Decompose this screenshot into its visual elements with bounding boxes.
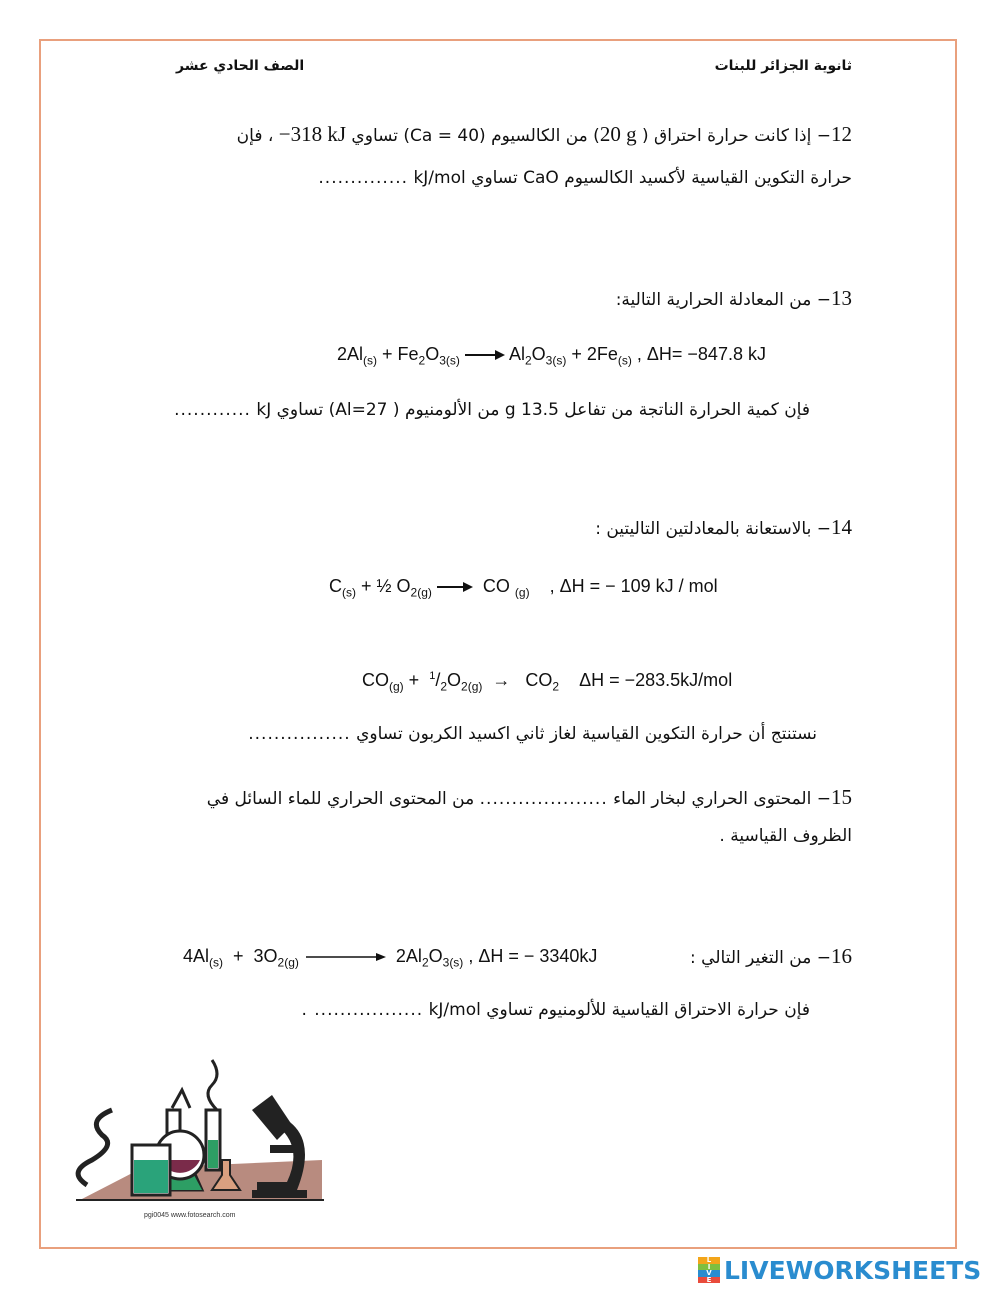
equation-14a: $C_{(s)}$ + ½ $O_{2(g)}$ CO $_{(g)}$ , ΔH = − 109 kJ / mol <box>329 576 718 600</box>
question-12-line2: حرارة التكوين القياسية لأكسيد الكالسيوم CaO تساوي kJ/mol .............. <box>318 168 852 188</box>
answer-blank-16[interactable]: ................. . <box>301 1000 424 1020</box>
reaction-arrow-icon <box>465 349 505 361</box>
enthalpy-14b: ΔH = −283.5kJ/mol <box>579 670 733 690</box>
question-13-intro: 13− من المعادلة الحرارية التالية: <box>615 286 852 310</box>
question-14-statement: نستنتج أن حرارة التكوين القياسية لغاز ثاني اكسيد الكربون تساوي ................ <box>248 724 817 744</box>
enthalpy-14a: ΔH = − 109 kJ / mol <box>559 576 718 596</box>
equation-14b: $CO_{(g)} + ^1/_2O_{2(g)} \to CO_2$ ΔH = −283.5kJ/mol <box>362 670 733 694</box>
school-name: ثانوية الجزائر للبنات <box>714 58 852 74</box>
answer-blank-15[interactable]: .................... <box>479 789 608 809</box>
liveworksheets-icon: L I V E <box>698 1257 720 1283</box>
question-12-line1: 12− إذا كانت حرارة احتراق ( 20 g) من الكالسيوم (Ca = 40) تساوي −318 kJ ، فإن <box>236 122 852 146</box>
question-14-intro: 14− بالاستعانة بالمعادلتين التاليتين : <box>595 515 852 539</box>
enthalpy-13: ΔH= −847.8 kJ <box>646 344 766 364</box>
reaction-arrow-icon <box>304 951 386 963</box>
grade-label: الصف الحادي عشر <box>176 58 305 74</box>
reaction-arrow-icon <box>437 581 473 593</box>
question-16-statement: فإن حرارة الاحتراق القياسية للألومنيوم تساوي kJ/mol ................. . <box>301 1000 810 1020</box>
equation-13: $2Al_{(s)} + Fe_2O_{3(s)}$ $Al_2O_{3(s)} + 2Fe_{(s)}$ , ΔH= −847.8 kJ <box>337 344 766 368</box>
image-caption: pgi0045 www.fotosearch.com <box>144 1212 236 1219</box>
question-16-intro: 16− من التغير التالي : <box>690 944 852 968</box>
lab-equipment-illustration <box>72 1050 324 1222</box>
question-15-line1: 15− المحتوى الحراري لبخار الماء .................... من المحتوى الحراري للماء السائل في <box>206 785 852 809</box>
brand-name: LIVEWORKSHEETS <box>724 1255 982 1285</box>
question-13-statement: فإن كمية الحرارة الناتجة من تفاعل g 13.5 من الألومنيوم ( Al=27) تساوي kJ ............ <box>174 400 810 420</box>
question-number: 12 <box>831 122 852 146</box>
equation-16: $4Al_{(s)} + 3O_{2(g)}$ $2Al_2O_{3(s)}$ , ΔH = − 3340kJ <box>183 946 598 970</box>
answer-blank-13[interactable]: ............ <box>174 400 251 420</box>
question-15-line2: الظروف القياسية . <box>719 826 852 846</box>
lab-glassware-icon <box>72 1050 324 1222</box>
answer-blank-14[interactable]: ................ <box>248 724 351 744</box>
liveworksheets-logo[interactable] <box>698 1257 981 1283</box>
enthalpy-16: ΔH = − 3340kJ <box>478 946 598 966</box>
answer-blank-12[interactable]: .............. <box>318 168 409 188</box>
